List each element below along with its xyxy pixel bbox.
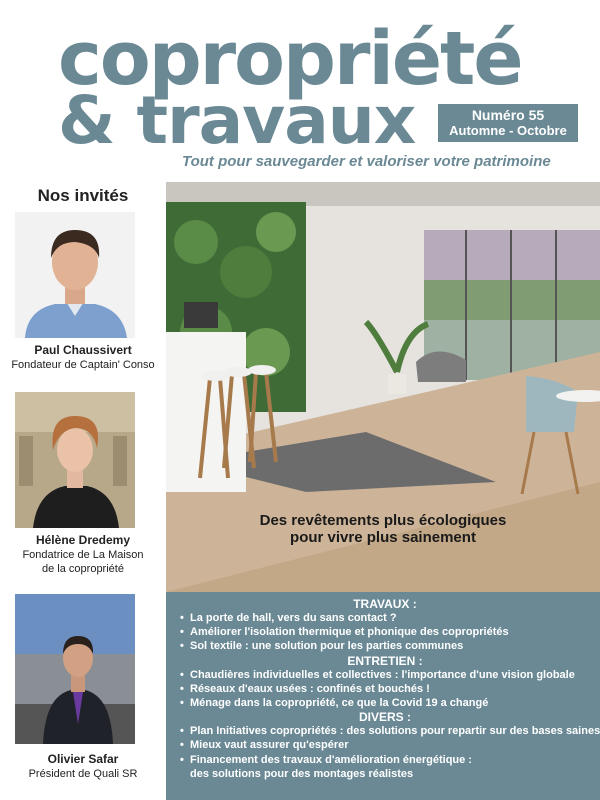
guest-olivier — [0, 752, 166, 781]
toc-item: • La porte de hall, vers du sans contact ? — [180, 611, 590, 625]
issue-period: Automne - Octobre 2020 — [449, 123, 567, 154]
toc-item-continuation: des solutions pour des montages réalistes — [190, 767, 414, 780]
guest-role: Président de Quali SR — [28, 768, 138, 780]
toc-item: • Chaudières individuelles et collectives : l'importance d'une vision globale — [180, 668, 590, 682]
toc-item: • Réseaux d'eaux usées : confinés et bouchés ! — [180, 682, 590, 696]
tagline: Tout pour sauvegarder et valoriser votre patrimoine — [182, 153, 551, 170]
toc-item: • Améliorer l'isolation thermique et phonique des copropriétés — [180, 625, 590, 639]
guest-name: Paul Chaussivert — [34, 343, 132, 357]
guest-photo-olivier — [15, 594, 135, 744]
table-of-contents — [166, 592, 600, 800]
guest-helene — [0, 533, 166, 576]
guest-name: Olivier Safar — [47, 752, 119, 766]
hero-caption-line1: Des revêtements plus écologiques — [259, 512, 507, 529]
issue-number: Numéro 55 — [471, 107, 545, 123]
guest-role: Fondateur de Captain' Conso — [11, 359, 155, 371]
toc-section-title: TRAVAUX : — [353, 597, 417, 611]
hero-photo — [166, 182, 600, 592]
toc-item: • Plan Initiatives copropriétés : des solutions pour repartir sur des bases saines — [180, 724, 590, 738]
guest-paul — [0, 343, 166, 372]
issue-box — [438, 104, 578, 154]
hero-caption — [166, 512, 600, 546]
toc-item: • Sol textile : une solution pour les parties communes — [180, 639, 590, 653]
toc-item: • Ménage dans la copropriété, ce que la Covid 19 a changé — [180, 696, 590, 710]
guest-role-line2: de la copropriété — [42, 563, 124, 575]
toc-section-title: DIVERS : — [358, 710, 411, 725]
toc-item: • Mieux vaut assurer qu'espérer — [180, 738, 590, 752]
hero-caption-line2: pour vivre plus sainement — [290, 529, 476, 546]
masthead-line2: & travaux — [58, 82, 416, 159]
guest-name: Hélène Dredemy — [35, 533, 131, 547]
guest-role-line1: Fondatrice de La Maison — [22, 549, 144, 561]
masthead-line1: copropriété — [58, 16, 522, 102]
toc-section-title: ENTRETIEN : — [347, 653, 423, 668]
guest-photo-paul — [15, 212, 135, 338]
toc-item: • Financement des travaux d'amélioration énergétique : — [180, 753, 590, 767]
guest-photo-helene — [15, 392, 135, 528]
guests-title: Nos invités — [37, 186, 129, 205]
